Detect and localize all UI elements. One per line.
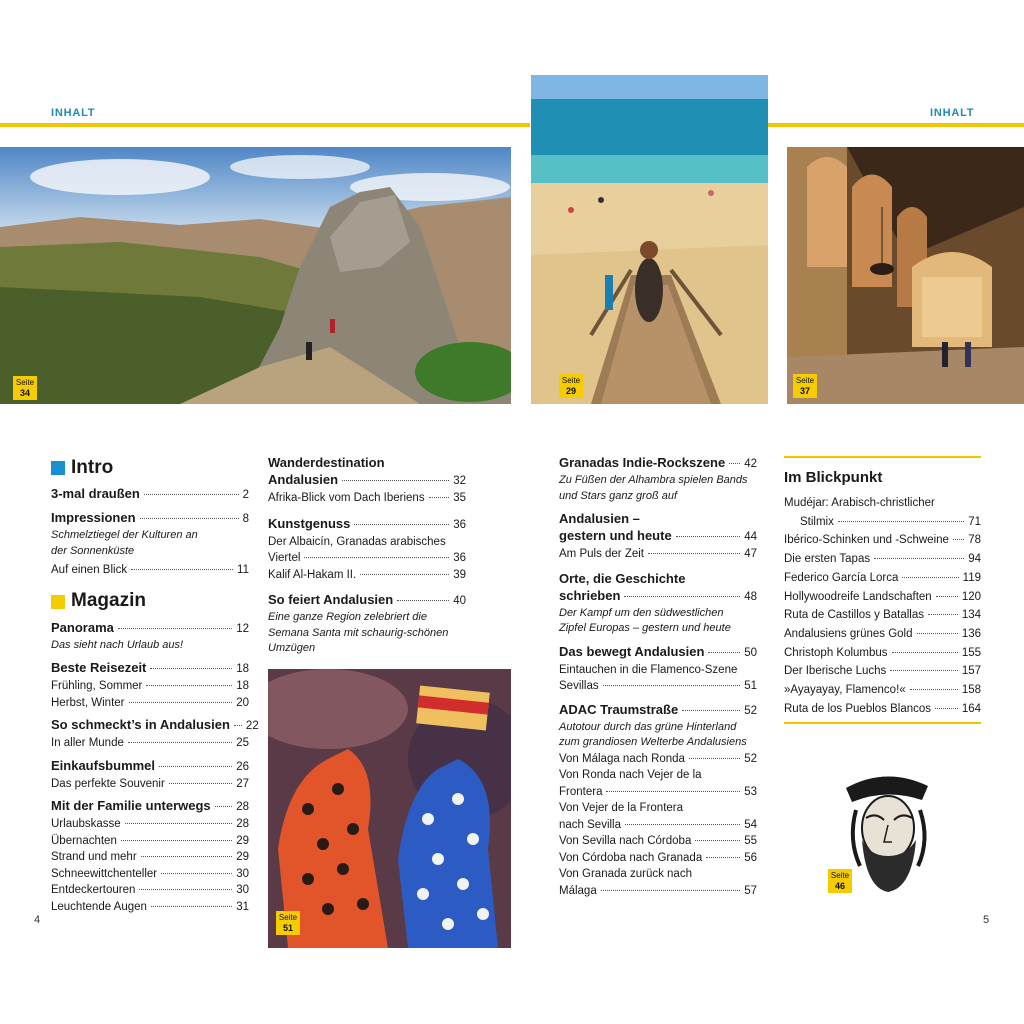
blickpunkt-rule-bottom bbox=[784, 722, 981, 724]
toc-entry[interactable]: Entdeckertouren 30 bbox=[51, 884, 249, 896]
badge-number: 34 bbox=[19, 388, 30, 398]
toc-entry[interactable]: ADAC Traumstraße 52 bbox=[559, 701, 757, 717]
toc-entry[interactable]: Übernachten 29 bbox=[51, 834, 249, 847]
section-intro-title: Intro bbox=[71, 456, 114, 478]
toc-subtitle: Autotour durch das grüne Hinterland zum grandiosen Welterbe Andalusiens bbox=[559, 720, 747, 748]
photo-mezquita-interior bbox=[787, 147, 1024, 404]
toc-entry[interactable]: Einkaufsbummel 26 bbox=[51, 757, 249, 773]
toc-entry[interactable]: »Ayayayay, Flamenco!« 158 bbox=[784, 684, 981, 697]
toc-entry[interactable]: Impressionen 8 bbox=[51, 510, 249, 525]
page-badge-34 bbox=[13, 376, 37, 400]
toc-entry[interactable]: Panorama 12 bbox=[51, 619, 249, 635]
toc-heading: Andalusien – bbox=[559, 511, 640, 526]
toc-entry[interactable]: nach Sevilla 54 bbox=[559, 818, 757, 831]
toc-entry[interactable]: Ruta de Castillos y Batallas 134 bbox=[784, 609, 981, 622]
toc-entry[interactable]: Kalif Al-Hakam II. 39 bbox=[268, 568, 466, 581]
toc-entry-line: Der Albaicín, Granadas arabisches bbox=[268, 535, 446, 548]
badge-label: Seite bbox=[830, 871, 850, 880]
section-magazin bbox=[51, 589, 249, 615]
toc-entry[interactable]: Afrika-Blick vom Dach Iberiens 35 bbox=[268, 492, 466, 504]
page-badge-51 bbox=[276, 911, 300, 935]
page-number-left: 4 bbox=[34, 914, 41, 926]
badge-label: Seite bbox=[15, 378, 35, 387]
header-left: INHALT bbox=[51, 107, 96, 119]
toc-entry[interactable]: Kunstgenuss 36 bbox=[268, 515, 466, 531]
badge-number: 29 bbox=[565, 386, 576, 396]
badge-label: Seite bbox=[561, 376, 581, 385]
badge-number: 51 bbox=[282, 923, 293, 933]
toc-entry[interactable]: Christoph Kolumbus 155 bbox=[784, 646, 981, 659]
header-rule-left bbox=[0, 123, 530, 127]
toc-subtitle: Schmelztiegel der Kulturen an der Sonnenküste bbox=[51, 529, 198, 557]
toc-entry[interactable]: Von Córdoba nach Granada 56 bbox=[559, 851, 757, 864]
toc-entry[interactable]: Sevillas 51 bbox=[559, 680, 757, 692]
toc-entry-line: Von Ronda nach Vejer de la bbox=[559, 769, 702, 781]
toc-entry[interactable]: Auf einen Blick 11 bbox=[51, 564, 249, 576]
blickpunkt-rule-top bbox=[784, 456, 981, 458]
toc-heading: Orte, die Geschichte bbox=[559, 570, 686, 586]
toc-entry[interactable]: Andalusiens grünes Gold 136 bbox=[784, 627, 981, 640]
toc-entry[interactable]: Das bewegt Andalusien 50 bbox=[559, 643, 757, 659]
toc-entry[interactable]: schrieben 48 bbox=[559, 587, 757, 603]
blickpunkt-title: Im Blickpunkt bbox=[784, 469, 883, 486]
toc-entry[interactable]: Leuchtende Augen 31 bbox=[51, 900, 249, 913]
toc-entry[interactable]: Schneewittchenteller 30 bbox=[51, 867, 249, 880]
toc-entry[interactable]: Am Puls der Zeit 47 bbox=[559, 548, 757, 560]
toc-entry[interactable]: Herbst, Winter 20 bbox=[51, 696, 249, 709]
toc-entry-line: Eintauchen in die Flamenco-Szene bbox=[559, 663, 738, 676]
toc-entry[interactable]: Ibérico-Schinken und -Schweine 78 bbox=[784, 534, 981, 547]
toc-heading: Wanderdestination bbox=[268, 455, 385, 470]
toc-entry[interactable]: Federico García Lorca 119 bbox=[784, 571, 981, 584]
toc-entry[interactable]: Frühling, Sommer 18 bbox=[51, 680, 249, 692]
toc-entry[interactable]: Von Málaga nach Ronda 52 bbox=[559, 752, 757, 765]
toc-subtitle: Zu Füßen der Alhambra spielen Bands und Stars ganz groß auf bbox=[559, 474, 748, 502]
toc-column-2 bbox=[268, 454, 466, 657]
toc-entry-line: Von Vejer de la Frontera bbox=[559, 802, 684, 814]
magazin-square-icon bbox=[51, 595, 65, 609]
toc-entry[interactable]: Viertel 36 bbox=[268, 552, 466, 564]
badge-number: 46 bbox=[834, 881, 845, 891]
toc-subtitle: Der Kampf um den südwestlichen Zipfel Europas – gestern und heute bbox=[559, 606, 731, 634]
toc-entry-line: Mudéjar: Arabisch-christlicher bbox=[784, 497, 935, 509]
toc-entry[interactable]: Ruta de los Pueblos Blancos 164 bbox=[784, 702, 981, 715]
page-badge-46 bbox=[828, 869, 852, 893]
section-intro bbox=[51, 455, 249, 481]
intro-square-icon bbox=[51, 461, 65, 475]
toc-entry[interactable]: Málaga 57 bbox=[559, 884, 757, 897]
toc-entry[interactable]: Strand und mehr 29 bbox=[51, 851, 249, 863]
toc-entry[interactable]: Die ersten Tapas 94 bbox=[784, 553, 981, 566]
toc-entry[interactable]: Frontera 53 bbox=[559, 785, 757, 798]
toc-column-3 bbox=[559, 454, 757, 899]
photo-beach-boardwalk bbox=[531, 75, 768, 404]
toc-entry[interactable]: Mit der Familie unterwegs 28 bbox=[51, 798, 249, 813]
toc-entry[interactable]: 3-mal draußen 2 bbox=[51, 486, 249, 501]
toc-entry[interactable]: Andalusien 32 bbox=[268, 472, 466, 487]
toc-entry[interactable]: So schmeckt’s in Andalusien 22 bbox=[51, 717, 259, 732]
badge-label: Seite bbox=[278, 913, 298, 922]
toc-subtitle: Eine ganze Region zelebriert die Semana Santa mit schaurig-schönen Umzügen bbox=[268, 611, 449, 654]
page-badge-29 bbox=[559, 374, 583, 398]
section-magazin-title: Magazin bbox=[71, 590, 146, 612]
toc-entry[interactable]: Der Iberische Luchs 157 bbox=[784, 665, 981, 678]
badge-label: Seite bbox=[795, 376, 815, 385]
photo-mountain-hike bbox=[0, 147, 511, 404]
toc-entry[interactable]: Das perfekte Souvenir 27 bbox=[51, 777, 249, 790]
toc-entry-line: Von Granada zurück nach bbox=[559, 868, 692, 880]
page-badge-37 bbox=[793, 374, 817, 398]
toc-entry[interactable]: Von Sevilla nach Córdoba 55 bbox=[559, 835, 757, 847]
photo-flamenco-shoes bbox=[268, 669, 511, 948]
toc-entry[interactable]: Urlaubskasse 28 bbox=[51, 818, 249, 830]
header-rule-right bbox=[768, 123, 1024, 127]
toc-entry[interactable]: In aller Munde 25 bbox=[51, 737, 249, 749]
toc-entry[interactable]: So feiert Andalusien 40 bbox=[268, 592, 466, 607]
toc-entry[interactable]: Stilmix 71 bbox=[800, 515, 981, 528]
toc-column-4 bbox=[784, 468, 981, 718]
toc-column-1 bbox=[51, 455, 259, 915]
page-number-right: 5 bbox=[983, 914, 990, 926]
toc-entry[interactable]: Granadas Indie-Rockszene 42 bbox=[559, 455, 757, 470]
toc-subtitle: Das sieht nach Urlaub aus! bbox=[51, 638, 184, 651]
badge-number: 37 bbox=[799, 386, 810, 396]
toc-entry[interactable]: Beste Reisezeit 18 bbox=[51, 660, 249, 675]
toc-entry[interactable]: Hollywoodreife Landschaften 120 bbox=[784, 590, 981, 603]
toc-entry[interactable]: gestern und heute 44 bbox=[559, 528, 757, 543]
header-right: INHALT bbox=[930, 107, 975, 119]
